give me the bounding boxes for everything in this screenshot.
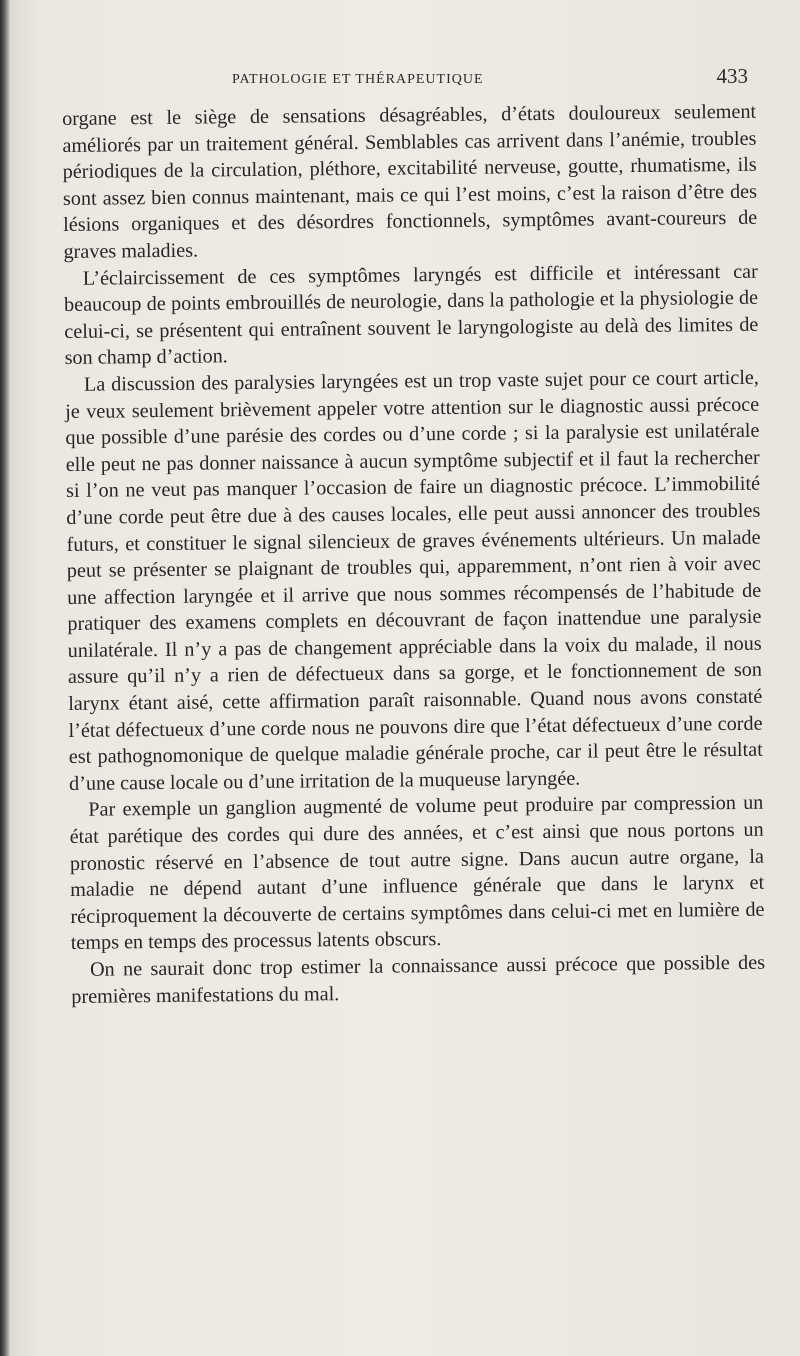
page-header <box>62 64 756 94</box>
body-text <box>62 99 765 1010</box>
paragraph-5: On ne saurait donc trop estimer la connaissance aussi précoce que possible des premières manifestations du mal. <box>71 951 766 1008</box>
paragraph-4: Par exemple un ganglion augmenté de volume peut produire par compression un état parétique des cordes qui dure des années, et c’est ainsi que nous portons un pronostic réservé en l’absence de tout autre signe. Dans aucun autre organe, la maladie ne dépend autant d’une influence générale que dans le larynx et réciproquement la découverte de certains symptômes dans celui-ci met en lumière de temps en temps des processus latents obscurs. <box>69 792 765 955</box>
book-spine-edge <box>0 0 10 1356</box>
paragraph-2: L’éclaircissement de ces symptômes laryngés est difficile et intéressant car beaucoup de points embrouillés de neurologie, dans la pathologie et la physiologie de celui-ci, se présentent qui entraînent souvent le laryngologiste au delà des limites de son champ d’action. <box>63 260 759 370</box>
page-number: 433 <box>716 64 748 88</box>
paragraph-3: La discussion des paralysies laryngées est un trop vaste sujet pour ce court article, je veux seulement brièvement appeler votre attention sur le diagnostic aussi précoce que possible d’une parésie des cordes ou d’une corde ; si la paralysie est unilatérale elle peut ne pas donner naissance à aucun symptôme subjectif et il faut la rechercher si l’on ne veut pas manquer l’occasion de faire un diagnostic précoce. L’immobilité d’une corde peut être due à des causes locales, elle peut aussi annoncer des troubles futurs, et constituer le signal silencieux de graves événements ultérieurs. Un malade peut se présenter se plaignant de troubles qui, apparemment, n’ont rien à voir avec une affection laryngée et il arrive que nous sommes récompensés de l’habitude de pratiquer des examens complets en découvrant de façon inattendue une paralysie unilatérale. Il n’y a pas de changement appréciable dans la voix du malade, il nous assure qu’il n’y a rien de défectueux dans sa gorge, et le fonctionnement de son larynx étant aisé, cette affirmation paraît raisonnable. Quand nous avons constaté l’état défectueux d’une corde nous ne pouvons dire que l’état défectueux d’une corde est pathognomonique de quelque maladie générale proche, car il peut être le résultat d’une cause locale ou d’une irritation de la muqueuse laryngée. <box>65 366 763 795</box>
paragraph-1: organe est le siège de sensations désagréables, d’états douloureux seulement améliorés par un traitement général. Semblables cas arrivent dans l’anémie, troubles périodiques de la circulation, pléthore, excitabilité nerveuse, goutte, rhumatisme, ils sont assez bien connus maintenant, mais ce qui l’est moins, c’est la raison d’être des lésions organiques et des désordres fonctionnels, symptômes avant-coureurs de graves maladies. <box>62 100 758 263</box>
running-title: PATHOLOGIE ET THÉRAPEUTIQUE <box>232 72 484 87</box>
